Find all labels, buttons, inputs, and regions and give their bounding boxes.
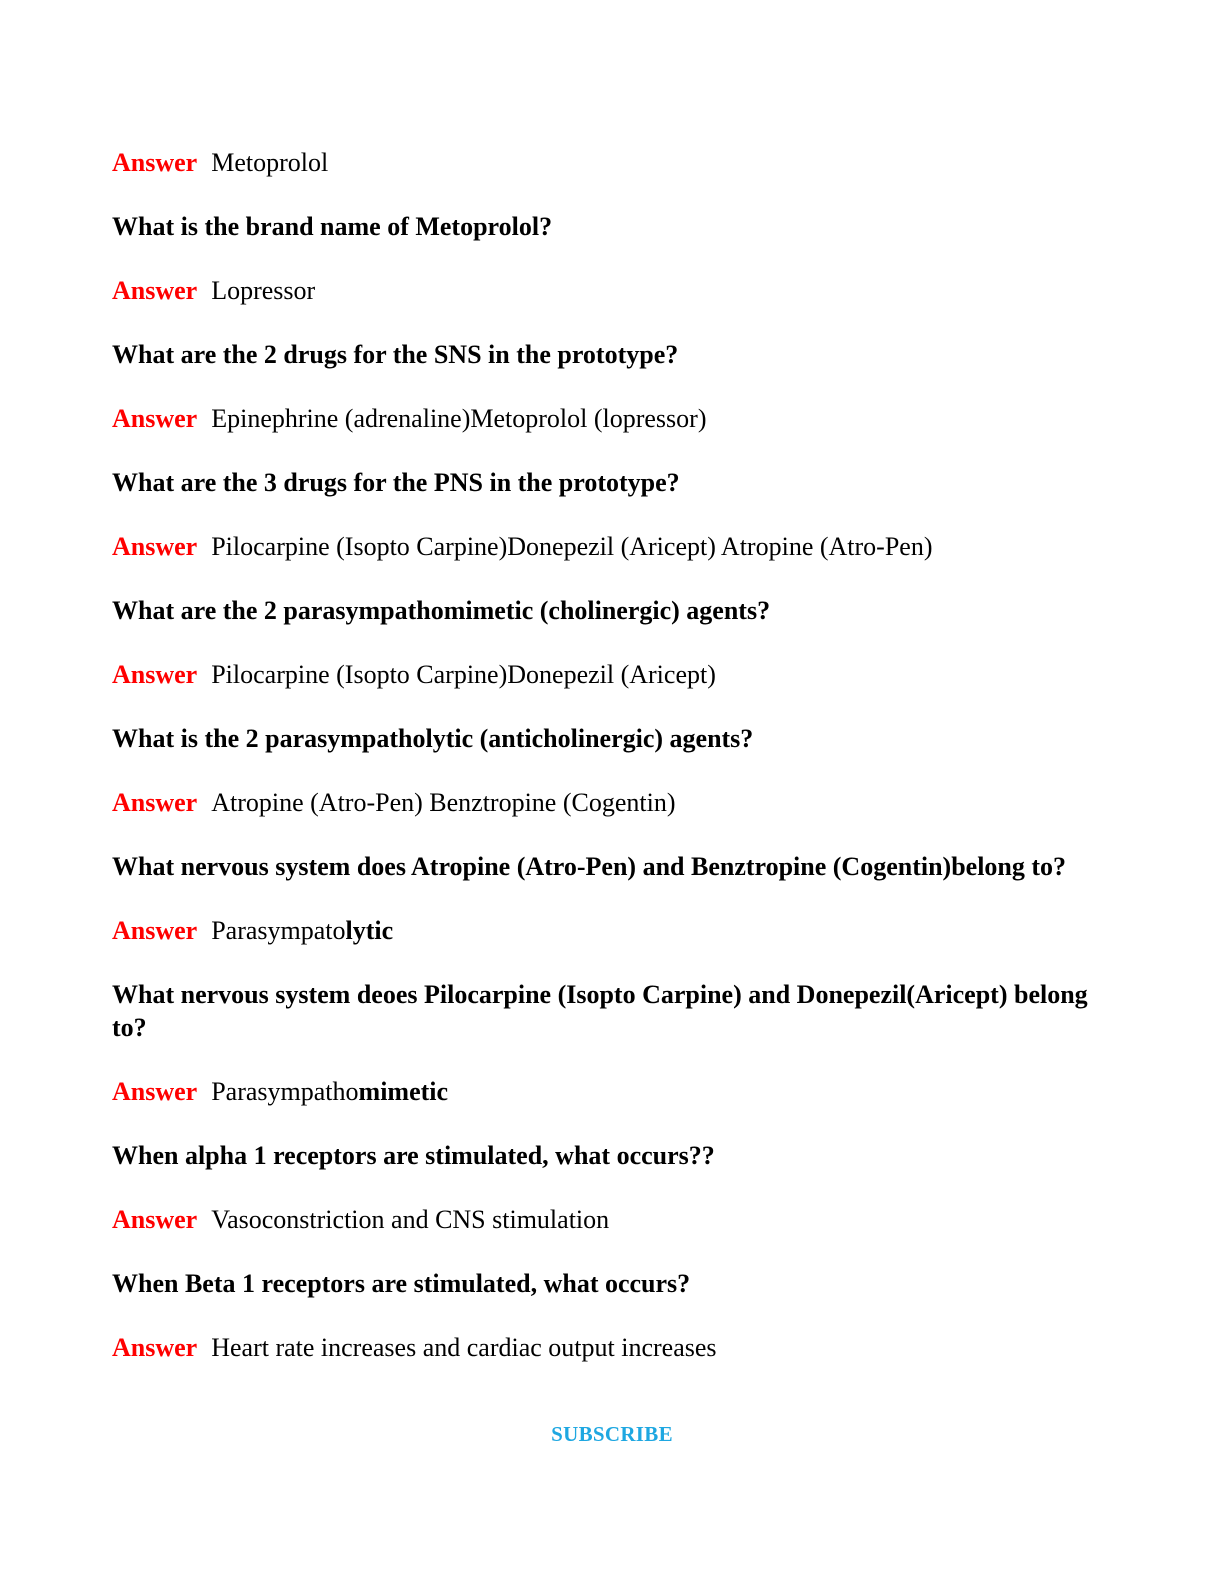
answer-text-main: Pilocarpine (Isopto Carpine)Donepezil (Aricept) Atropine (Atro-Pen) <box>211 532 933 561</box>
subscribe-link[interactable]: SUBSCRIBE <box>551 1422 673 1446</box>
answer-text <box>211 532 932 561</box>
answer-row <box>112 914 1112 947</box>
answer-text-emphasis: lytic <box>345 916 394 945</box>
answer-label: Answer <box>112 660 198 689</box>
answer-text <box>211 788 675 817</box>
question-text: What is the 2 parasympatholytic (anticholinergic) agents? <box>112 724 754 753</box>
answer-row <box>112 402 1112 435</box>
question-text: When alpha 1 receptors are stimulated, what occurs?? <box>112 1141 715 1170</box>
question-text: What nervous system does Atropine (Atro-Pen) and Benztropine (Cogentin)belong to? <box>112 852 1067 881</box>
qa-document <box>112 146 1112 1395</box>
answer-text-main: Epinephrine (adrenaline)Metoprolol (lopressor) <box>211 404 707 433</box>
answer-text <box>211 1333 716 1362</box>
question-text: When Beta 1 receptors are stimulated, what occurs? <box>112 1269 691 1298</box>
answer-row <box>112 274 1112 307</box>
answer-text-main: Vasoconstriction and CNS stimulation <box>211 1205 610 1234</box>
answer-label: Answer <box>112 532 198 561</box>
answer-text-main: Metoprolol <box>211 148 329 177</box>
answer-text-main: Heart rate increases and cardiac output increases <box>211 1333 717 1362</box>
answer-label: Answer <box>112 1077 198 1106</box>
answer-label: Answer <box>112 276 198 305</box>
answer-text-main: Atropine (Atro-Pen) Benztropine (Cogentin) <box>211 788 676 817</box>
question-text: What are the 2 parasympathomimetic (cholinergic) agents? <box>112 596 771 625</box>
answer-row <box>112 1331 1112 1364</box>
answer-text-main: Parasympatho <box>211 1077 359 1106</box>
answer-row <box>112 658 1112 691</box>
answer-row <box>112 1075 1112 1108</box>
question-text: What nervous system deoes Pilocarpine (Isopto Carpine) and Donepezil(Aricept) belong to? <box>112 980 1088 1042</box>
answer-row <box>112 1203 1112 1236</box>
answer-label: Answer <box>112 404 198 433</box>
answer-text-emphasis: mimetic <box>358 1077 449 1106</box>
answer-text <box>211 916 393 945</box>
answer-label: Answer <box>112 148 198 177</box>
answer-label: Answer <box>112 1205 198 1234</box>
question-text: What are the 3 drugs for the PNS in the prototype? <box>112 468 680 497</box>
answer-row <box>112 530 1112 563</box>
answer-text-main: Pilocarpine (Isopto Carpine)Donepezil (Aricept) <box>211 660 716 689</box>
answer-text-main: Lopressor <box>211 276 316 305</box>
answer-label: Answer <box>112 788 198 817</box>
answer-text <box>211 404 706 433</box>
answer-label: Answer <box>112 1333 198 1362</box>
answer-text-main: Parasympato <box>211 916 346 945</box>
answer-row <box>112 146 1112 179</box>
answer-row <box>112 786 1112 819</box>
answer-text <box>211 1077 448 1106</box>
answer-text <box>211 276 315 305</box>
answer-text <box>211 1205 609 1234</box>
answer-text <box>211 148 328 177</box>
answer-text <box>211 660 716 689</box>
question-text: What is the brand name of Metoprolol? <box>112 212 553 241</box>
answer-label: Answer <box>112 916 198 945</box>
question-text: What are the 2 drugs for the SNS in the prototype? <box>112 340 679 369</box>
